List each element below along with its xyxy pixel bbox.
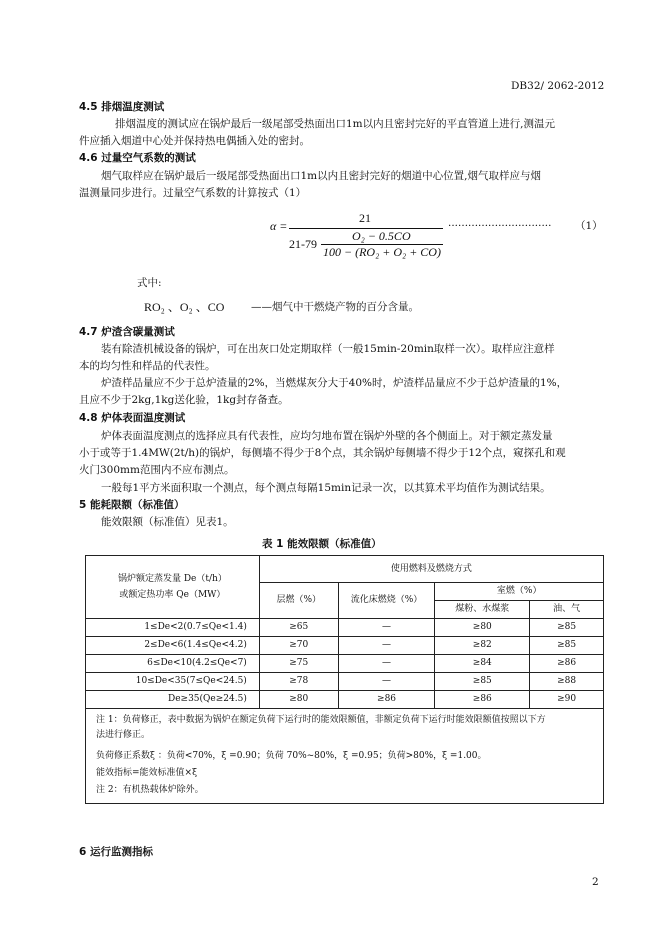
section-5-heading: 5 能耗限额（标准值） <box>79 499 185 511</box>
cfb-cell: — <box>338 655 435 673</box>
formula-inner-numerator: O₂ − 0.5CO <box>352 229 411 243</box>
oil-cell: ≥88 <box>530 673 604 691</box>
range-cell: 2≤De<6(1.4≤Qe<4.2) <box>86 637 260 655</box>
coal-cell: ≥82 <box>435 637 530 655</box>
layer-cell: ≥80 <box>259 691 338 709</box>
header-oil: 油、气 <box>530 601 604 619</box>
note-load-factor: 负荷修正系数ξ ：负荷<70%，ξ =0.90；负荷 70%~80%，ξ =0.95；负荷>80%，ξ =1.00。 <box>96 750 487 761</box>
oil-cell: ≥85 <box>530 619 604 637</box>
note-efficiency-formula: 能效指标=能效标准值×ξ <box>96 767 198 778</box>
cfb-cell: — <box>338 637 435 655</box>
oil-cell: ≥90 <box>530 691 604 709</box>
header-room: 室燃（%） <box>435 583 604 601</box>
layer-cell: ≥70 <box>259 637 338 655</box>
range-cell: 6≤De<10(4.2≤Qe<7) <box>86 655 260 673</box>
section-4-7-text-3: 炉渣样品量应不少于总炉渣量的2%，当燃煤灰分大于40%时，炉渣样品量应不少于总炉渣量的1%， <box>101 377 568 389</box>
header-fuel: 使用燃料及燃烧方式 <box>259 556 603 583</box>
where-label: 式中: <box>137 277 162 289</box>
section-4-6-text-2: 温测量同步进行。过量空气系数的计算按式（1） <box>79 187 307 199</box>
table-row <box>86 691 604 709</box>
range-cell: De≥35(Qe≥24.5) <box>86 691 260 709</box>
coal-cell: ≥84 <box>435 655 530 673</box>
page-number: 2 <box>592 876 599 888</box>
table-row <box>86 619 604 637</box>
cfb-cell: ≥86 <box>338 691 435 709</box>
range-cell: 10≤De<35(7≤Qe<24.5) <box>86 673 260 691</box>
table-row <box>86 637 604 655</box>
header-capacity-label-1: 锅炉额定蒸发量 De（t/h） <box>117 573 227 584</box>
section-4-7-text-2: 本的均匀性和样品的代表性。 <box>79 360 216 372</box>
oil-cell: ≥86 <box>530 655 604 673</box>
section-5-text-1: 能效限额（标准值）见表1。 <box>101 516 234 528</box>
where-description: ——烟气中干燃烧产物的百分含量。 <box>251 301 419 313</box>
table-caption: 表 1 能效限额（标准值） <box>262 538 382 550</box>
where-variables: RO₂ 、O₂ 、CO <box>144 300 225 314</box>
note-1-line-2: 法进行修正。 <box>96 730 151 741</box>
section-4-6-text-1: 烟气取样应在锅炉最后一级尾部受热面出口1m以内且密封完好的烟道中心位置,烟气取样应与烟 <box>101 170 541 182</box>
note-2: 注 2：有机热载体炉除外。 <box>96 784 204 795</box>
efficiency-limit-table <box>85 555 604 804</box>
section-6-heading: 6 运行监测指标 <box>79 846 153 858</box>
layer-cell: ≥65 <box>259 619 338 637</box>
formula-denominator-prefix: 21-79 <box>289 237 317 251</box>
section-4-5-text-2: 件应插入烟道中心处并保持热电偶插入处的密封。 <box>79 135 310 147</box>
section-4-5-text-1: 排烟温度的测试应在锅炉最后一级尾部受热面出口1m以内且密封完好的平直管道上进行,测温元 <box>115 118 555 130</box>
section-4-5-heading: 4.5 排烟温度测试 <box>79 101 165 113</box>
formula-equation-number: （1） <box>575 220 603 232</box>
cfb-cell: — <box>338 673 435 691</box>
coal-cell: ≥85 <box>435 673 530 691</box>
formula-numerator: 21 <box>359 211 371 225</box>
section-4-6-heading: 4.6 过量空气系数的测试 <box>79 152 196 164</box>
formula-inner-denominator: 100 − (RO₂ + O₂ + CO) <box>323 245 441 259</box>
note-1-line-1: 注 1：负荷修正，表中数据为锅炉在额定负荷下运行时的能效限额值，非额定负荷下运行时能效限额值按照以下方 <box>96 715 546 725</box>
formula-leader-dots: ······························· <box>448 220 552 232</box>
coal-cell: ≥86 <box>435 691 530 709</box>
layer-cell: ≥75 <box>259 655 338 673</box>
section-4-8-text-1: 炉体表面温度测点的选择应具有代表性，应均匀地布置在锅炉外壁的各个侧面上。对于额定蒸发量 <box>101 430 553 442</box>
header-layer: 层燃（%） <box>259 583 338 619</box>
section-4-7-text-4: 且应不少于2kg,1kg送化验，1kg封存备查。 <box>79 394 289 406</box>
section-4-7-text-1: 装有除渣机械设备的锅炉，可在出灰口处定期取样（一般15min-20min取样一次）。取样应注意样 <box>101 343 555 355</box>
section-4-8-text-3: 火门300mm范围内不应布测点。 <box>79 464 235 476</box>
table-row <box>86 673 604 691</box>
section-4-8-heading: 4.8 炉体表面温度测试 <box>79 412 186 424</box>
range-cell: 1≤De<2(0.7≤Qe<1.4) <box>86 619 260 637</box>
formula-lhs: α = <box>270 219 288 233</box>
oil-cell: ≥85 <box>530 637 604 655</box>
doc-code: DB32/ 2062-2012 <box>511 80 605 92</box>
header-capacity-label-2: 或额定热功率 Qe（MW） <box>119 590 226 600</box>
header-coal: 煤粉、水煤浆 <box>435 601 530 619</box>
table-notes <box>86 709 604 804</box>
section-4-8-text-2: 小于或等于1.4MW(2t/h)的锅炉，每侧墙不得少于8个点，其余锅炉每侧墙不得少于12个点，窥探孔和观 <box>79 447 566 459</box>
cfb-cell: — <box>338 619 435 637</box>
layer-cell: ≥78 <box>259 673 338 691</box>
section-4-8-text-4: 一般每1平方米面积取一个测点，每个测点每隔15min记录一次，以其算术平均值作为测试结果。 <box>101 482 551 494</box>
header-capacity-cell <box>86 556 260 619</box>
coal-cell: ≥80 <box>435 619 530 637</box>
table-row <box>86 655 604 673</box>
section-4-7-heading: 4.7 炉渣含碳量测试 <box>79 326 175 338</box>
header-cfb: 流化床燃烧（%） <box>338 583 435 619</box>
